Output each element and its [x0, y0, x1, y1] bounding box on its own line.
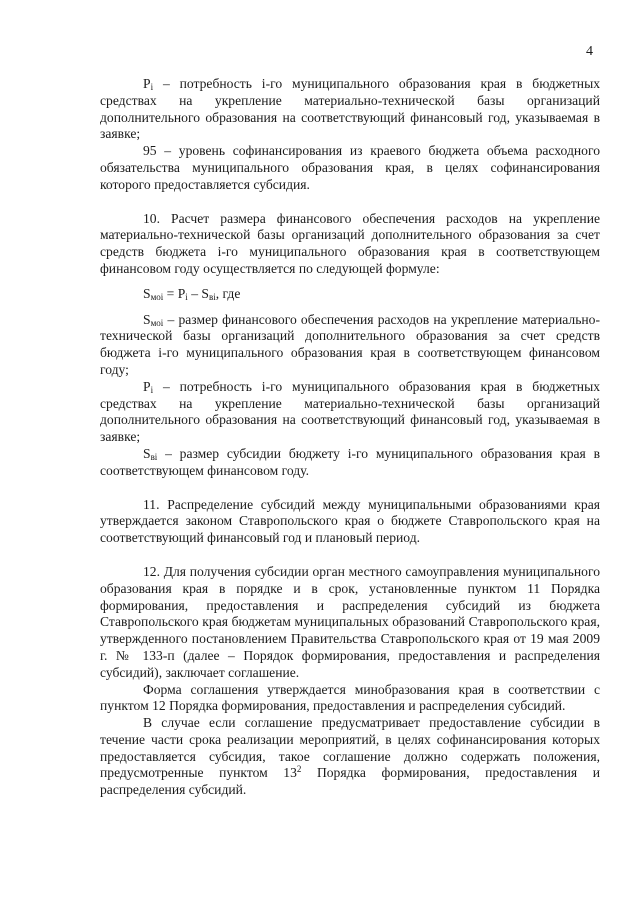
- partial-term-paragraph: В случае если соглашение предусматривает предоставление субсидии в течение части срока реализации мероприятий, в целях софинансирования которых предоставляется субсидия, такое соглашение должно содержать положения, предусмотренные пунктом $13^2$ Порядка формирования, предоставления и распределения субсидий.: [100, 715, 600, 798]
- smoi-definition-paragraph: $S_{мoi}$ – размер финансового обеспечения расходов на укрепление материально-технической базы организаций дополнительного образования за счет средств бюджета i-го муниципального образования края в соответствующем финансовом году;: [100, 311, 600, 377]
- pi-subscript: i: [150, 82, 154, 92]
- item-12-paragraph: 12. Для получения субсидии орган местного самоуправления муниципального образования края в порядке и в срок, установленные пунктом 11 Порядка формирования, предоставления и распределения субсидий из бюджета Ставропольского края бюджетам муниципальных образований Ставропольского края, утвержденного постановлением Правительства Ставропольского края от 19 мая 2009 г. № 133-п (далее – Порядок формирования, предоставления и распределения субсидий), заключает соглашение.: [100, 563, 600, 680]
- document-body: [100, 76, 600, 799]
- formula: $S_{мoi} = P_i - S_{вi}$, где: [143, 285, 241, 302]
- pi-definition-text: – потребность i-го муниципального образования края в бюджетных средствах на укрепление материально-технической базы организаций дополнительного образования на соответствующий финансовый год, указываемая в заявке;: [100, 76, 600, 142]
- pi-definition-paragraph: [100, 76, 600, 143]
- agreement-form-paragraph: Форма соглашения утверждается минобразования края в соответствии с пунктом 12 Порядка формирования, предоставления и распределения субсидий.: [100, 681, 600, 714]
- footnote-superscript: 2: [296, 764, 302, 775]
- pi-symbol: P: [143, 76, 151, 91]
- svi-definition-paragraph: $S_{вi}$ – размер субсидии бюджету i-го муниципального образования края в соответствующем финансовом году.: [100, 445, 600, 478]
- item-10-paragraph: 10. Расчет размера финансового обеспечения расходов на укрепление материально-технической базы организаций дополнительного образования за счет средств бюджета i-го муниципального образования края в соответствующем финансовом году осуществляется по следующей формуле:: [100, 210, 600, 276]
- cofinancing-level-paragraph: 95 – уровень софинансирования из краевого бюджета объема расходного обязательства муниципального образования края, в целях софинансирования которого предоставляется субсидия.: [100, 143, 600, 192]
- page-number: 4: [586, 44, 593, 59]
- pi-definition-paragraph-2: $P_i$ – потребность i-го муниципального образования края в бюджетных средствах на укрепление материально-технической базы организаций дополнительного образования на соответствующий финансовый год, указываемая в заявке;: [100, 378, 600, 445]
- item-11-paragraph: 11. Распределение субсидий между муниципальными образованиями края утверждается законом Ставропольского края о бюджете Ставропольского края на соответствующий финансовый год и плановый период.: [100, 496, 600, 546]
